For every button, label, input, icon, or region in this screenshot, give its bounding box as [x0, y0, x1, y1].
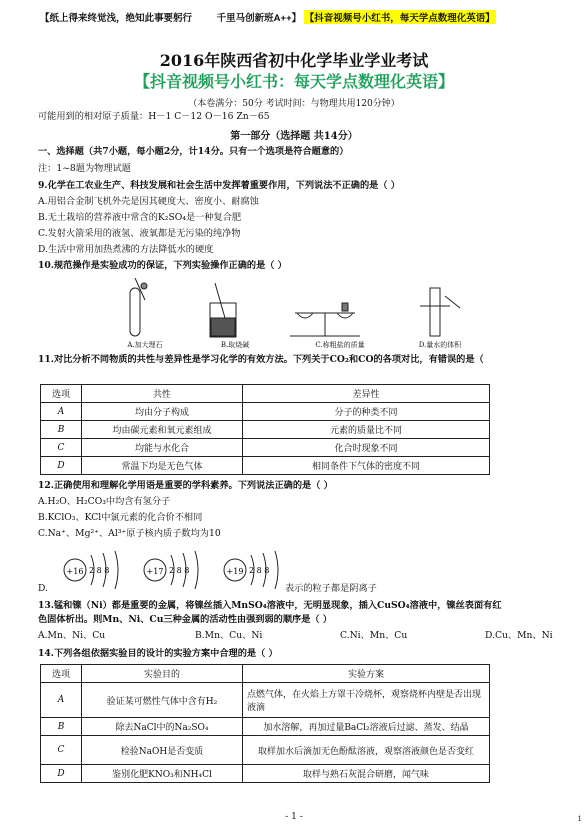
q10-label-d: D.量水的体积 — [418, 341, 462, 349]
table-cell: 除去NaCl中的Na₂SO₄ — [82, 718, 243, 736]
table-cell: 均由分子构成 — [82, 403, 243, 421]
note-line: 注：1~8题为物理试题 — [38, 163, 131, 174]
table-cell: 均由碳元素和氧元素组成 — [82, 421, 243, 439]
table-cell: 相同条件下气体的密度不同 — [243, 457, 490, 475]
table-cell: A — [41, 403, 82, 421]
table-cell: C — [41, 736, 82, 765]
header-left: 【纸上得来终觉浅，绝知此事要躬行 — [40, 13, 193, 24]
table-header: 共性 — [82, 385, 243, 403]
table-row — [41, 683, 490, 718]
table-cell: 元素的质量比不同 — [243, 421, 490, 439]
table-header: 差异性 — [243, 385, 490, 403]
q14-stem: 14.下列各组依据实验目的设计的实验方案中合理的是（ ） — [38, 648, 278, 659]
table-row — [41, 439, 490, 457]
q9-option-a: A.用铝合金制飞机外壳是因其硬度大、密度小、耐腐蚀 — [38, 196, 259, 207]
balance-figure — [290, 303, 360, 336]
q13-option-b: B.Mn、Cu、Ni — [195, 630, 263, 641]
q12-option-a: A.H₂O、H₂CO₃中均含有氢分子 — [38, 496, 171, 507]
ion-nucleus: +17 — [146, 567, 164, 576]
ion-diagram — [64, 551, 118, 589]
table-header: 实验方案 — [243, 665, 490, 683]
table-cell: 点燃气体，在火焰上方罩干冷烧杯，观察烧杯内壁是否出现液滴 — [243, 683, 490, 718]
q11-stem: 11.对比分析不同物质的共性与差异性是学习化学的有效方法。下列关于CO₂和CO的各项对比，有错误的是（ — [38, 354, 484, 365]
table-row — [41, 765, 490, 783]
table-cell: 检验NaOH是否变质 — [82, 736, 243, 765]
q13-stem-2: 色固体析出。则Mn、Ni、Cu三种金属的活动性由强到弱的顺序是（ ） — [38, 614, 332, 625]
part-one-heading: 第一部分（选择题 共14分） — [230, 131, 358, 142]
table-row — [41, 403, 490, 421]
exam-title: 2016年陕西省初中化学毕业学业考试 — [159, 51, 429, 70]
q10-stem: 10.规范操作是实验成功的保证，下列实验操作正确的是（ ） — [38, 260, 287, 271]
atomic-mass-line: 可能用到的相对原子质量：H－1 C－12 O－16 Zn－65 — [38, 111, 270, 122]
ion-structure-figure — [55, 545, 315, 595]
table-cell: B — [41, 718, 82, 736]
q10-label-a: A.加大理石 — [127, 341, 163, 349]
q9-option-c: C.发射火箭采用的液氢、液氧都是无污染的纯净物 — [38, 228, 241, 239]
table-cell: 验证某可燃性气体中含有H₂ — [82, 683, 243, 718]
q9-option-b: B.无土栽培的营养液中常含的K₂SO₄是一种复合肥 — [38, 212, 242, 223]
q12-option-d: D. — [38, 583, 48, 594]
q13-option-c: C.Ni、Mn、Cu — [340, 630, 408, 641]
table-row — [41, 665, 490, 683]
table-header: 选项 — [41, 665, 82, 683]
promo-banner: 【抖音视频号小红书：每天学点数理化英语】 — [133, 74, 454, 91]
ion-nucleus: +16 — [66, 567, 84, 576]
page-corner-number: 1 — [577, 815, 582, 823]
table-cell: 鉴别化肥KNO₃和NH₄Cl — [82, 765, 243, 783]
q11-table — [40, 384, 490, 475]
q12-option-b: B.KClO₃、KCl中氯元素的化合价不相同 — [38, 512, 203, 523]
page-header — [40, 10, 560, 24]
table-cell: 加水溶解，再加过量BaCl₂溶液后过滤、蒸发、结晶 — [243, 718, 490, 736]
q12-option-c: C.Na⁺、Mg²⁺、Al³⁺原子核内质子数均为10 — [38, 528, 221, 539]
q10-label-c: C.称粗盐的质量 — [315, 341, 365, 349]
table-row — [41, 457, 490, 475]
table-cell: B — [41, 421, 82, 439]
header-right: 【抖音视频号小红书，每天学点数理化英语】 — [304, 10, 496, 24]
ion-shells: 2 8 8 — [89, 566, 110, 575]
table-cell: A — [41, 683, 82, 718]
q9-option-d: D.生活中常用加热煮沸的方法降低水的硬度 — [38, 244, 214, 255]
table-cell: 取样与熟石灰混合研磨，闻气味 — [243, 765, 490, 783]
ion-shells: 2 8 8 — [249, 566, 270, 575]
cylinder-figure — [420, 288, 460, 336]
q14-table — [40, 664, 490, 783]
page-footer: - 1 - — [285, 812, 303, 822]
table-cell: 均能与水化合 — [82, 439, 243, 457]
ion-diagram — [144, 551, 198, 589]
table-cell: 取样加水后滴加无色酚酞溶液，观察溶液颜色是否变红 — [243, 736, 490, 765]
header-mid: 千里马创新班A++】 — [216, 13, 302, 24]
ion-nucleus: +19 — [226, 567, 244, 576]
beaker-figure — [210, 283, 236, 337]
exam-subtitle: （本卷满分：50分 考试时间：与物理共用120分钟） — [188, 99, 400, 109]
table-cell: C — [41, 439, 82, 457]
q10-label-b: B.取烧碱 — [220, 341, 250, 349]
ion-diagram — [224, 551, 278, 589]
q13-option-a: A.Mn、Ni、Cu — [38, 630, 106, 641]
table-cell: 常温下均是无色气体 — [82, 457, 243, 475]
table-row — [41, 385, 490, 403]
table-cell: 分子的种类不同 — [243, 403, 490, 421]
table-row — [41, 718, 490, 736]
q12-stem: 12.正确使用和理解化学用语是重要的学科素养。下列说法正确的是（ ） — [38, 480, 333, 491]
table-cell: 化合时现象不同 — [243, 439, 490, 457]
q13-stem-1: 13.锰和镍（Ni）都是重要的金属，将镍丝插入MnSO₄溶液中，无明显现象，插入CuSO₄溶液中，镍丝表面有红 — [38, 600, 502, 611]
table-header: 选项 — [41, 385, 82, 403]
table-cell: D — [41, 765, 82, 783]
table-cell: D — [41, 457, 82, 475]
ion-shells: 2 8 8 — [169, 566, 190, 575]
test-tube-figure — [130, 278, 147, 336]
table-row — [41, 736, 490, 765]
table-header: 实验目的 — [82, 665, 243, 683]
section-intro: 一、选择题（共7小题，每小题2分，计14分。只有一个选项是符合题意的） — [38, 146, 349, 157]
q13-option-d: D.Cu、Mn、Ni — [485, 630, 553, 641]
q9-stem: 9.化学在工农业生产、科技发展和社会生活中发挥着重要作用，下列说法不正确的是（ ） — [38, 180, 400, 191]
q12-option-d-tail: 表示的粒子都是阴离子 — [285, 583, 377, 594]
table-row — [41, 421, 490, 439]
